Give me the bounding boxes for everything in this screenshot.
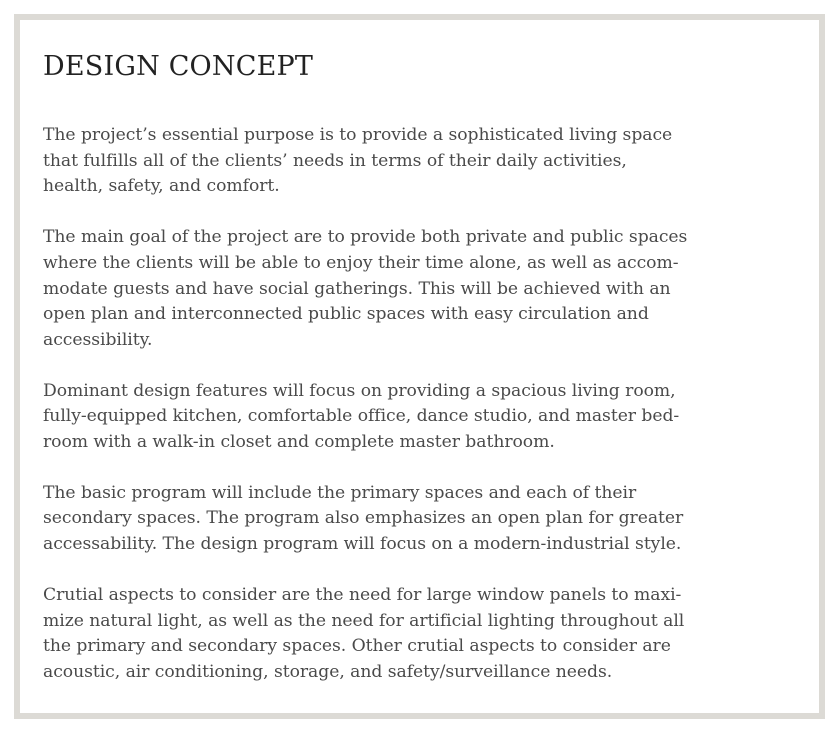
paragraph-design-features: Dominant design features will focus on providing a spacious living room, fully-equipped kitchen, comfortable office, dance studio, and master bed- room with a walk-in closet and complete master bathroom.	[43, 380, 680, 453]
paragraph-crucial-aspects: Crutial aspects to consider are the need for large window panels to maxi- mize natural light, as well as the need for artificial lighting throughout all the primary and secondary spaces. Other crutial aspects to consider are acoustic, air conditioning, storage, and safety/surveillance needs.	[43, 584, 685, 682]
paragraph-basic-program: The basic program will include the primary spaces and each of their secondary spaces. The program also emphasizes an open plan for greater accessability. The design program will focus on a modern-industrial style.	[43, 482, 684, 555]
document-frame	[14, 14, 825, 719]
page-title: DESIGN CONCEPT	[43, 51, 314, 82]
document-content	[43, 52, 803, 686]
paragraph-purpose: The project’s essential purpose is to provide a sophisticated living space that fulfills all of the clients’ needs in terms of their daily activities, health, safety, and comfort.	[43, 125, 673, 197]
paragraph-main-goal: The main goal of the project are to provide both private and public spaces where the clients will be able to enjoy their time alone, as well as accom- modate guests and have social gatherings. This will be achieved with an open plan and interconnected public spaces with easy circulation and accessibility.	[43, 227, 688, 350]
